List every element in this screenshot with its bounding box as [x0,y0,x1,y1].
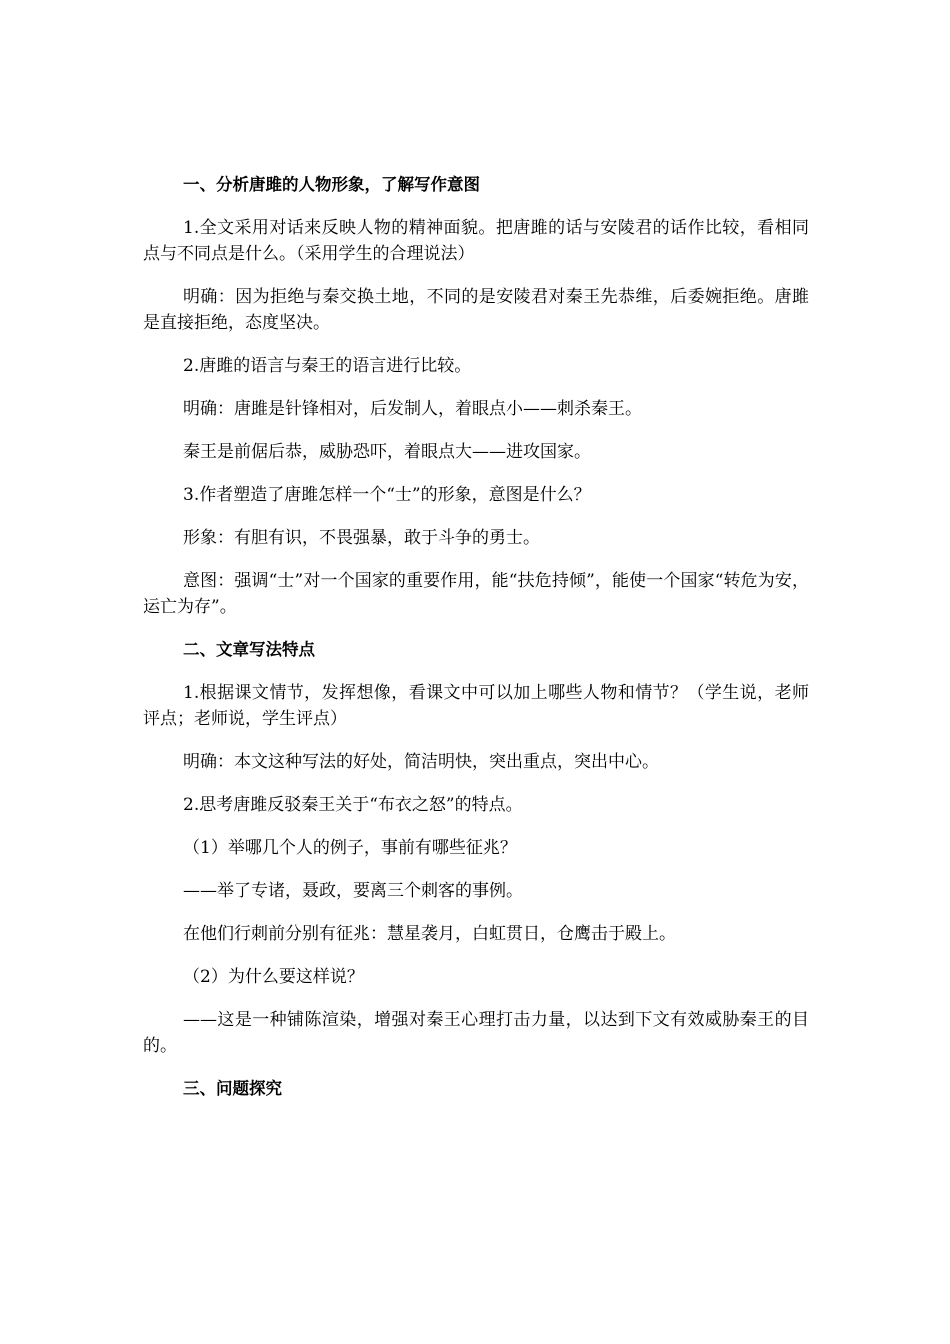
paragraph: 明确：因为拒绝与秦交换土地，不同的是安陵君对秦王先恭维，后委婉拒绝。唐雎是直接拒绝，态度坚决。 [143,287,809,333]
paragraph: （1）举哪几个人的例子，事前有哪些征兆？ [183,838,517,858]
paragraph: ——举了专诸，聂政，要离三个刺客的事例。 [183,881,523,901]
paragraph: 1.全文采用对话来反映人物的精神面貌。把唐雎的话与安陵君的话作比较，看相同点与不同点是什么。（采用学生的合理说法） [143,218,809,264]
section-heading-3: 三、问题探究 [183,1079,282,1098]
paragraph: （2）为什么要这样说？ [183,967,364,987]
paragraph: 明确：本文这种写法的好处，简洁明快，突出重点，突出中心。 [183,752,659,772]
paragraph: 2.唐雎的语言与秦王的语言进行比较。 [183,356,472,376]
paragraph: 形象：有胆有识，不畏强暴，敢于斗争的勇士。 [183,528,540,548]
paragraph: 秦王是前倨后恭，威胁恐吓，着眼点大——进攻国家。 [183,442,591,462]
paragraph: 在他们行刺前分别有征兆：慧星袭月，白虹贯日，仓鹰击于殿上。 [183,924,676,944]
paragraph: 1.根据课文情节，发挥想像，看课文中可以加上哪些人物和情节？（学生说，老师评点；老师说，学生评点） [143,683,809,729]
paragraph: 3.作者塑造了唐雎怎样一个“士”的形象，意图是什么？ [183,485,591,505]
paragraph: ——这是一种铺陈渲染，增强对秦王心理打击力量，以达到下文有效威胁秦王的目的。 [143,1010,809,1056]
section-heading-1: 一、分析唐雎的人物形象，了解写作意图 [183,175,480,194]
paragraph: 明确：唐雎是针锋相对，后发制人，着眼点小——刺杀秦王。 [183,399,642,419]
section-heading-2: 二、文章写法特点 [183,640,315,659]
paragraph: 意图：强调“士”对一个国家的重要作用，能“扶危持倾”，能使一个国家“转危为安，运亡为存”。 [143,571,809,617]
paragraph: 2.思考唐雎反驳秦王关于“布衣之怒”的特点。 [183,795,523,815]
document-body [143,172,809,1102]
